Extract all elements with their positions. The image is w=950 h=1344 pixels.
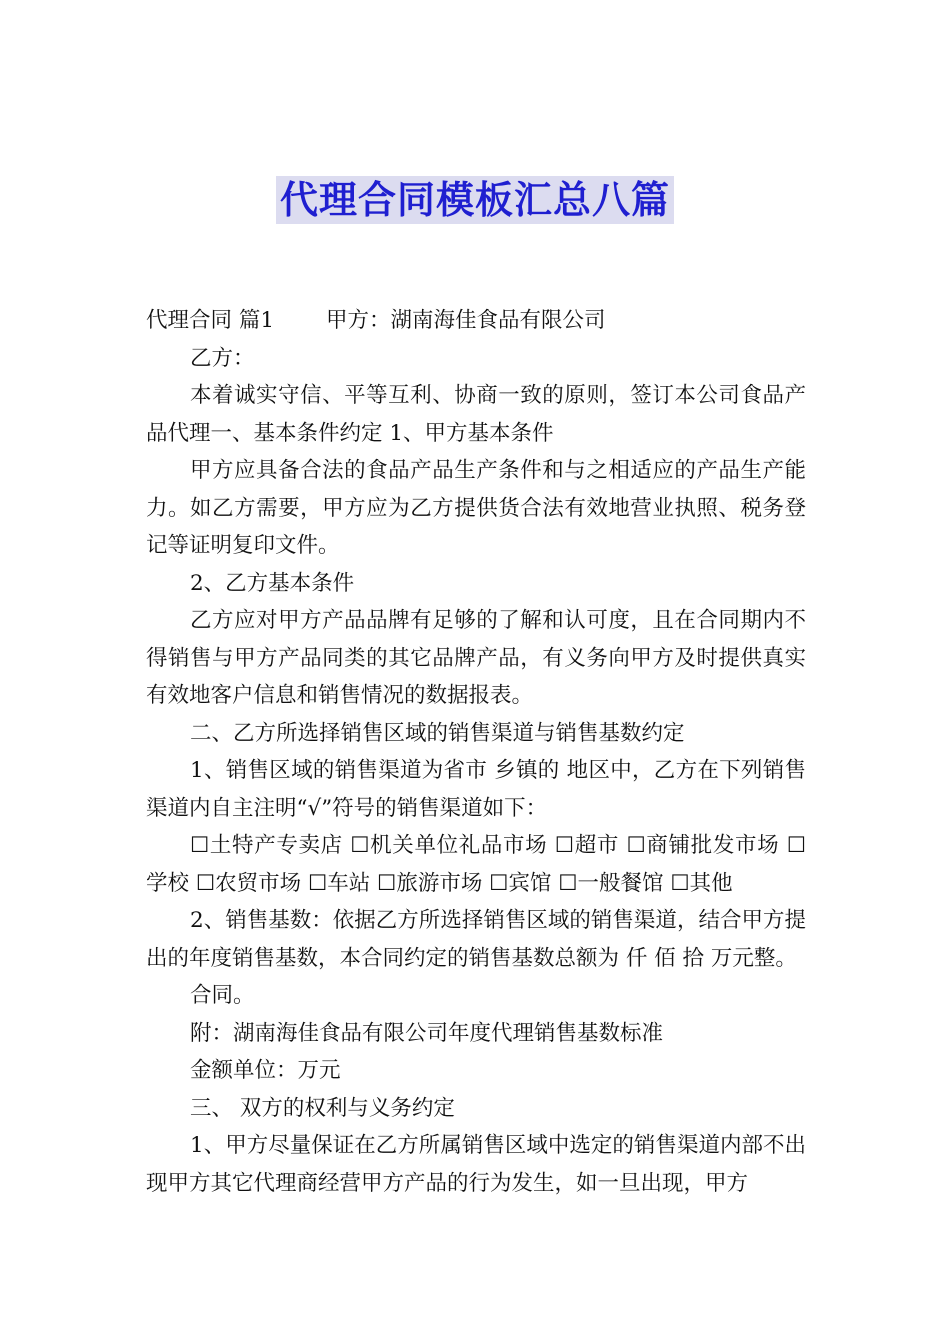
document-title: 代理合同模板汇总八篇 xyxy=(276,176,674,224)
paragraph: 合同。 xyxy=(190,983,255,1008)
paragraph: 2、乙方基本条件 xyxy=(190,570,355,596)
paragraph: 2、销售基数：依据乙方所选择销售区域的销售渠道，结合甲方提出的年度销售基数，本合同约定的销售基数总额为 仟 佰 拾 万元整。 xyxy=(146,908,806,971)
paragraph: 1、销售区域的销售渠道为省市 乡镇的 地区中，乙方在下列销售渠道内自主注明“√”符号的销售渠道如下： xyxy=(146,758,806,821)
title-container xyxy=(0,176,950,224)
paragraph: 三、 双方的权利与义务约定 xyxy=(190,1095,455,1121)
paragraph: 二、乙方所选择销售区域的销售渠道与销售基数约定 xyxy=(190,720,685,746)
paragraph: 金额单位：万元 xyxy=(190,1058,341,1083)
paragraph: 乙方应对甲方产品品牌有足够的了解和认可度，且在合同期内不得销售与甲方产品同类的其它品牌产品，有义务向甲方及时提供真实有效地客户信息和销售情况的数据报表。 xyxy=(146,608,806,708)
document-body xyxy=(146,302,806,1202)
paragraph: 甲方应具备合法的食品产品生产条件和与之相适应的产品生产能力。如乙方需要，甲方应为乙方提供货合法有效地营业执照、税务登记等证明复印文件。 xyxy=(146,458,806,558)
paragraph: 乙方： xyxy=(190,345,255,371)
paragraph: 1、甲方尽量保证在乙方所属销售区域中选定的销售渠道内部不出现甲方其它代理商经营甲方产品的行为发生，如一旦出现，甲方 xyxy=(146,1133,806,1196)
paragraph: 附：湖南海佳食品有限公司年度代理销售基数标准 xyxy=(190,1020,664,1046)
checkbox-list-paragraph: ☐土特产专卖店 ☐机关单位礼品市场 ☐超市 ☐商铺批发市场 ☐学校 ☐农贸市场 ☐车站 ☐旅游市场 ☐宾馆 ☐一般餐馆 ☐其他 xyxy=(146,833,806,896)
section-label: 代理合同 篇1 xyxy=(146,308,275,333)
paragraph: 本着诚实守信、平等互利、协商一致的原则，签订本公司食品产品代理一、基本条件约定 1、甲方基本条件 xyxy=(146,383,806,446)
paragraph-first-line xyxy=(146,302,806,340)
party-a-line: 甲方：湖南海佳食品有限公司 xyxy=(326,308,606,333)
